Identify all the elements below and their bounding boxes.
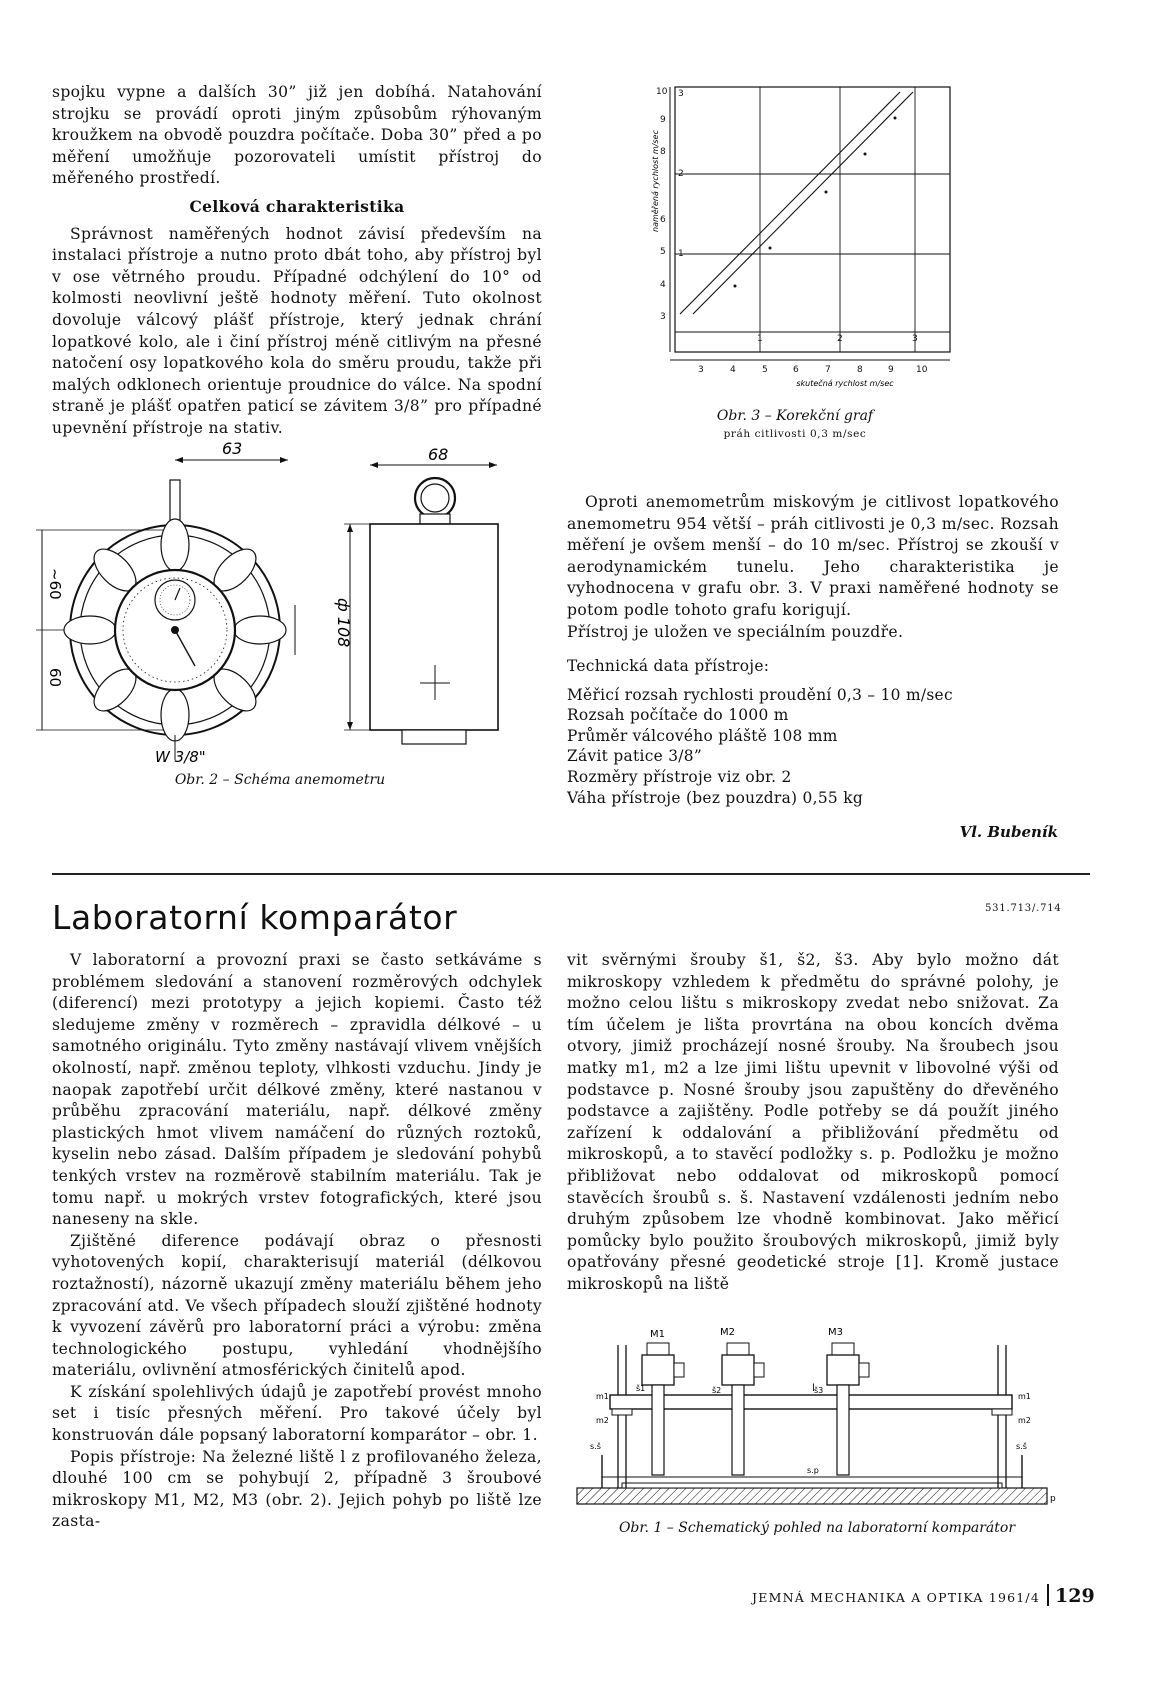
y-axis-label: naměřená rychlost m/sec: [651, 130, 660, 232]
screw-label-left: s.š: [590, 1442, 601, 1451]
rail-label: l: [812, 1383, 815, 1394]
base-label: p: [1050, 1494, 1056, 1504]
footer-divider: [1047, 1584, 1049, 1606]
screw-label-1: š1: [636, 1384, 646, 1393]
article2-paragraph: K získání spolehlivých údajů je zapotřebí provést mnoho set i tisíc přesných měření. Pro takové účely byl konstruován dále popsaný laboratorní komparátor – obr. 1.: [52, 1382, 542, 1445]
screw-label-2: š2: [712, 1386, 722, 1395]
svg-text:9: 9: [888, 365, 894, 375]
fig3-subcaption: práh citlivosti 0,3 m/sec: [723, 428, 867, 440]
base-plate: [577, 1488, 1047, 1504]
svg-text:3: 3: [678, 89, 684, 99]
nut2-label-right: m2: [1018, 1416, 1031, 1425]
svg-text:3: 3: [660, 312, 666, 322]
section-paragraph: Správnost naměřených hodnot závisí především na instalaci přístroje a nutno proto dbát toho, aby přístroj byl v ose větrného proudu. Případné odchýlení do 10° od kolmosti neovlivní ještě hodnoty měření. Tuto okolnost dovoluje válcový plášť přístroje, který jednak chrání lopatkové kolo, ale i činí přístroj méně citlivým na přesné natočení osy lopatkového kola do směru proudu, takže při malých odklonech orientuje proudnice do válce. Na spodní straně je plášť opatřen paticí se závitem 3/8” pro případné upevnění přístroje na stativ.: [52, 224, 542, 437]
section-heading: Celková charakteristika: [189, 196, 405, 216]
svg-text:2: 2: [837, 334, 843, 344]
page-number: 129: [1055, 1585, 1095, 1607]
anemometer-schematic: [30, 440, 540, 770]
rail: [610, 1395, 1012, 1409]
svg-text:4: 4: [730, 365, 736, 375]
svg-text:10: 10: [916, 365, 928, 375]
correction-line-lower: [693, 92, 913, 314]
x-axis-label: skutečná rychlost m/sec: [796, 379, 894, 388]
svg-text:3: 3: [698, 365, 704, 375]
svg-text:2: 2: [678, 169, 684, 179]
svg-text:10: 10: [656, 87, 668, 97]
svg-text:6: 6: [793, 365, 799, 375]
nut2-label: m2: [596, 1416, 609, 1425]
svg-text:1: 1: [678, 249, 684, 259]
article2-paragraph: Zjištěné diference podávají obraz o přesnosti vyhotovených kopií, charakterisují materiál (délkovou roztažností), názorně ukazují změny materiálu během jeho zpracování atd. Ve všech případech slouží zjištěné hodnoty k vyvození závěrů pro laboratorní práci a výrobu: změna technologického postupu, vyhledání vhodnějšího materiálu, ovlivnění atmosférických činitelů apod.: [52, 1231, 542, 1380]
dim-diameter: ф 108: [334, 598, 353, 648]
thread-label: W 3/8": [155, 748, 206, 766]
microscope-label-2: M2: [720, 1327, 735, 1338]
article-separator: [52, 873, 1090, 875]
dim-lower: 60: [46, 668, 64, 688]
svg-text:8: 8: [660, 147, 666, 157]
tech-item: Průměr válcového pláště 108 mm: [567, 726, 838, 745]
microscope-label-3: M3: [828, 1327, 843, 1338]
tech-data: [567, 656, 1059, 808]
article2-paragraph: Popis přístroje: Na železné liště l z profilovaného železa, dlouhé 100 cm se pohybují 2, případně 3 šroubové mikroskopy M1, M2, M3 (obr. 2). Jejich pohyb po liště lze zasta-: [52, 1447, 542, 1531]
dim-upper: ~60: [46, 568, 64, 600]
comparator-schematic: [572, 1305, 1062, 1510]
right-paragraph-2: Přístroj je uložen ve speciálním pouzdře.: [567, 622, 904, 641]
tech-item: Rozměry přístroje viz obr. 2: [567, 767, 792, 786]
article2-right-column: [567, 950, 1059, 1296]
fig3-caption: Obr. 3 – Korekční graf: [716, 408, 874, 424]
tech-heading: Technická data přístroje:: [567, 657, 770, 675]
article2-left-column: [52, 950, 542, 1533]
screw-label-3: š3: [814, 1386, 824, 1395]
svg-text:4: 4: [660, 280, 666, 290]
nut1-label-right: m1: [1018, 1392, 1031, 1401]
tech-item: Měřicí rozsah rychlosti proudění 0,3 – 10 m/sec: [567, 685, 953, 704]
udc-code: 531.713/.714: [985, 903, 1062, 914]
right-column-top: [567, 492, 1059, 643]
microscope-label-1: M1: [650, 1329, 665, 1340]
fig2-caption: Obr. 2 – Schéma anemometru: [174, 772, 386, 788]
tech-item: Závit patice 3/8”: [567, 747, 703, 766]
svg-text:7: 7: [825, 365, 831, 375]
svg-text:6: 6: [660, 215, 666, 225]
article2-right-paragraph: vit svěrnými šrouby š1, š2, š3. Aby bylo možno dát mikroskopy vzhledem k předmětu do správné polohy, je možno celou lištu s mikroskopy zvedat nebo snižovat. Za tím účelem je lišta provrtána na obou koncích dvěma otvory, jimiž procházejí nosné šrouby. Na šroubech jsou matky m1, m2 a lze jimi lištu upevnit v libovolné výši od podstavce p. Nosné šrouby jsou zapuštěny do dřevěného podstavce a zajištěny. Podle potřeby se dá použít jiného zařízení k oddalování a přibližování předmětu od mikroskopů, a to stavěcí podložky s. p. Podložku je možno přibližovat nebo oddalovat od mikroskopů pomocí stavěcích šroubů s. š. Nastavení vzdálenosti jedním nebo druhým způsobem lze vhodně kombinovat. Jako měřicí pomůcky bylo použito šroubových mikroskopů, jimiž byly opatřovány přesné geodetické stroje [1]. Kromě justace mikroskopů na liště: [567, 951, 1059, 1293]
svg-text:1: 1: [757, 334, 763, 344]
svg-text:3: 3: [912, 334, 918, 344]
correction-line-upper: [680, 92, 900, 314]
screw-label-right: s.š: [1016, 1442, 1027, 1451]
dim-width-front: 63: [222, 440, 243, 458]
svg-text:8: 8: [857, 365, 863, 375]
author: Vl. Bubeník: [959, 823, 1058, 841]
pad-label: s.p: [807, 1466, 819, 1475]
nut1-label: m1: [596, 1392, 609, 1401]
svg-text:5: 5: [660, 247, 666, 257]
tech-item: Rozsah počítače do 1000 m: [567, 706, 789, 725]
correction-graph: [650, 82, 970, 402]
left-column-top: [52, 82, 542, 440]
svg-text:5: 5: [762, 365, 768, 375]
right-paragraph-1: Oproti anemometrům miskovým je citlivost lopatkového anemometru 954 větší – práh citlivosti je 0,3 m/sec. Rozsah měření je ovšem menší – do 10 m/sec. Přístroj se zkouší v aerodynamickém tunelu. Jeho charakteristika je vyhodnocena v grafu obr. 3. V praxi naměřené hodnoty se potom podle tohoto grafu korigují.: [567, 493, 1059, 619]
intro-paragraph: spojku vypne a dalších 30” již jen dobíhá. Natahování strojku se provádí oproti jiným způsobům rýhovaným kroužkem na obvodě pouzdra počítače. Doba 30” před a po měření umožňuje pozorovateli umístit přístroj do měřeného prostředí.: [52, 83, 542, 188]
article-title: Laboratorní komparátor: [52, 898, 458, 937]
fig1-caption: Obr. 1 – Schematický pohled na laboratorní komparátor: [618, 1520, 1016, 1536]
journal-footer: JEMNÁ MECHANIKA A OPTIKA 1961/4: [752, 1590, 1040, 1605]
dim-width-side: 68: [428, 445, 449, 464]
svg-text:9: 9: [660, 115, 666, 125]
article2-paragraph: V laboratorní a provozní praxi se často setkáváme s problémem sledování a stanovení rozměrových odchylek (diferencí) mezi prototypy a jejich kopiemi. Často též sledujeme změny v rozměrech – zpravidla délkové – u samotného originálu. Tyto změny nastávají vlivem vnějších okolností, např. změnou teploty, vlhkosti vzduchu. Jindy je naopak zapotřebí určit délkové změny, které nastanou v průběhu zpracování materiálu, např. délkové změny plastických hmot vlivem namáčení do různých roztoků, kyselin nebo zásad. Dalším případem je sledování pohybů tenkých vrstev na rozměrově stabilním materiálu. Tak je tomu např. u mokrých vrstev fotografických, které jsou naneseny na skle.: [52, 951, 542, 1229]
tech-item: Váha přístroje (bez pouzdra) 0,55 kg: [567, 788, 863, 807]
